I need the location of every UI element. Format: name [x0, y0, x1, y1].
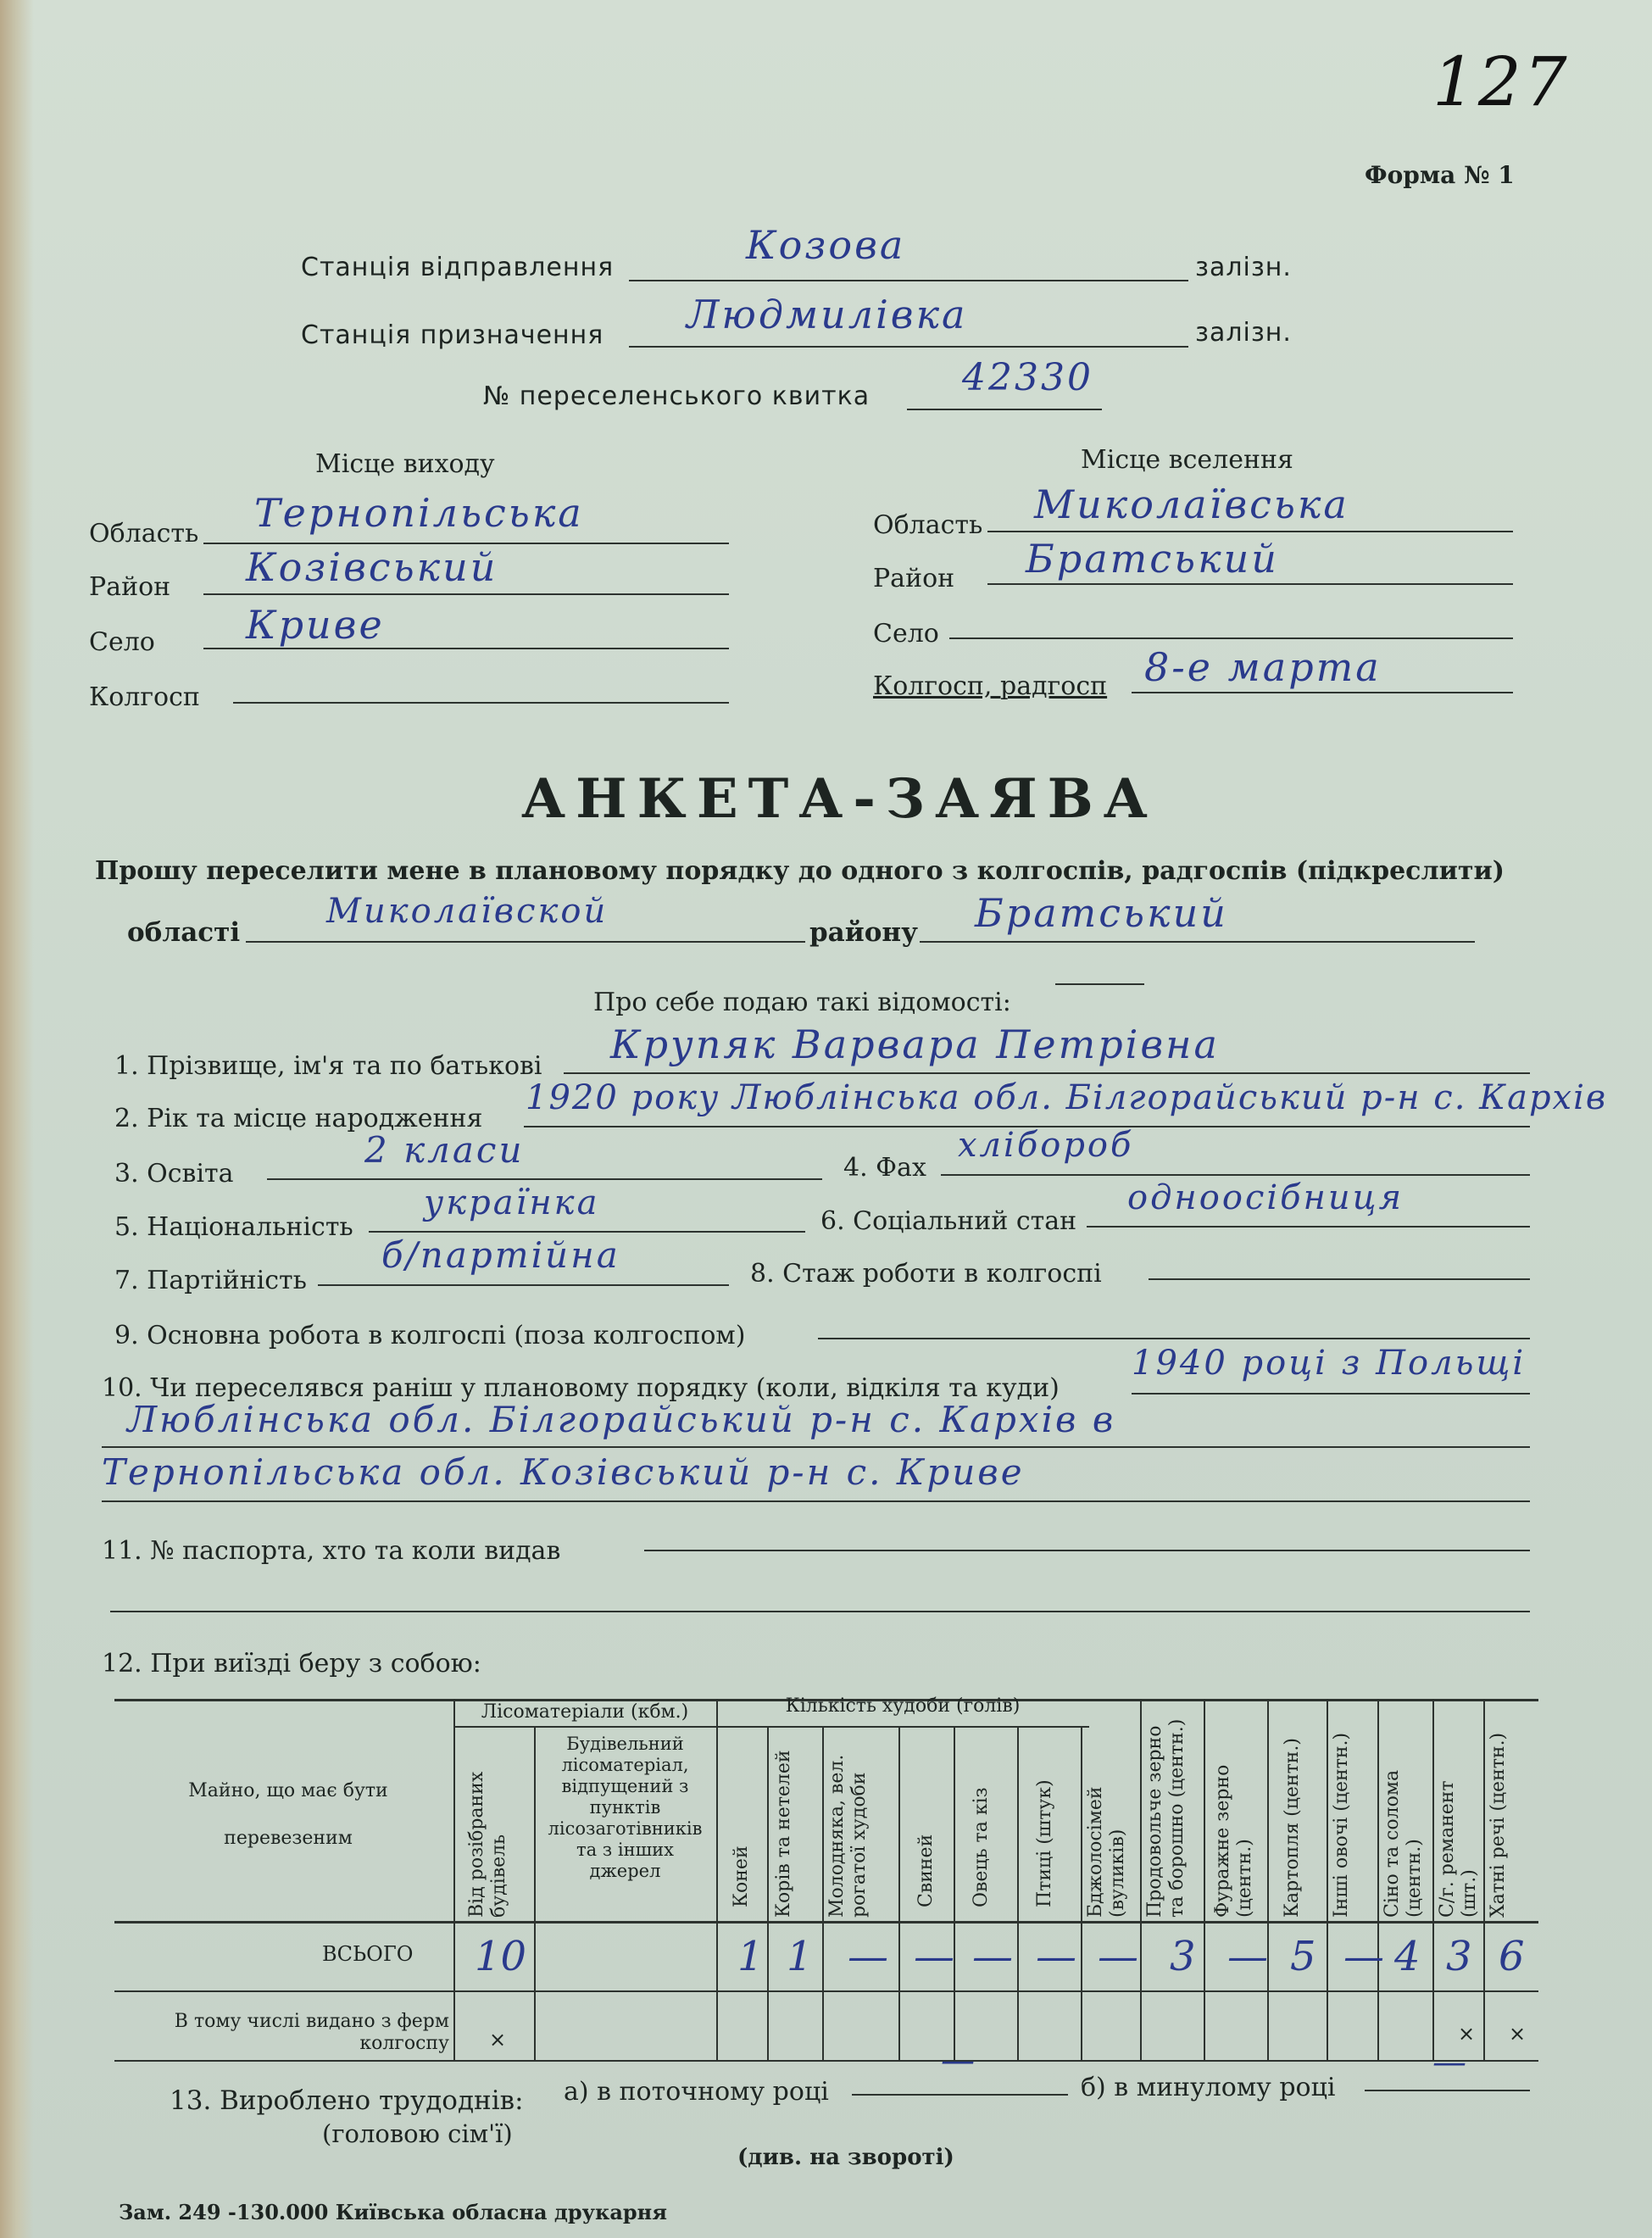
- column-header: Будівельний лісоматеріал, відпущений з пунктів лісозаготівників та з інших джерел: [548, 1734, 703, 1881]
- origin-raion-line: [203, 593, 729, 595]
- workdays-sub-label: (головою сім'ї): [322, 2119, 513, 2148]
- workdays-previous-label: б) в минулому році: [1081, 2073, 1336, 2102]
- ticket-label: № переселенського квитка: [483, 381, 870, 411]
- field-6-label: 6. Соціальний стан: [820, 1206, 1077, 1236]
- destination-oblast-label: Область: [873, 510, 983, 540]
- total-cell: —: [1098, 1933, 1138, 1980]
- field-7-label: 7. Партійність: [114, 1266, 307, 1295]
- field-3-value: 2 класи: [364, 1129, 525, 1171]
- total-cell: —: [914, 1933, 954, 1980]
- field-10-value-3: Тернопільська обл. Козівський р-н с. Криве: [102, 1451, 1025, 1493]
- field-7-line: [318, 1284, 729, 1286]
- arrival-label: Станція призначення: [301, 320, 604, 350]
- column-header: Фуражне зерно (центн.): [1212, 1764, 1255, 1918]
- field-10-value-2: Люблінська обл. Білгорайський р-н с. Кархів в: [127, 1399, 1116, 1440]
- column-header: Овець та кіз: [971, 1787, 992, 1907]
- field-5-value: українка: [424, 1183, 600, 1222]
- field-2-label: 2. Рік та місце народження: [114, 1104, 483, 1133]
- field-10-line-3: [102, 1500, 1530, 1502]
- document-title: АНКЕТА-ЗАЯВА: [521, 767, 1158, 831]
- column-header: Коней: [731, 1846, 752, 1907]
- page-number: 127: [1432, 42, 1570, 121]
- printer-imprint: Зам. 249 -130.000 Київська обласна друкарня: [119, 2200, 667, 2224]
- total-cell: —: [848, 1933, 888, 1980]
- request-oblast-line: [246, 941, 805, 943]
- farm-cell: ×: [489, 2028, 507, 2052]
- origin-kolhosp-label: Колгосп: [89, 682, 200, 712]
- destination-raion-line: [987, 583, 1513, 585]
- field-7-value: б/партійна: [381, 1234, 620, 1276]
- workdays-previous-line: [1365, 2090, 1530, 2091]
- destination-oblast-line: [987, 531, 1513, 532]
- workdays-current-label: а) в поточному році: [564, 2077, 829, 2107]
- total-cell: 3: [1170, 1933, 1196, 1980]
- total-cell: —: [1036, 1933, 1076, 1980]
- field-12-label: 12. При виїзді беру з собою:: [102, 1649, 481, 1678]
- field-4-value: хлібороб: [958, 1126, 1134, 1165]
- arrival-value: Людмилівка: [687, 292, 968, 337]
- field-11-line-2: [110, 1611, 1530, 1612]
- property-header: Майно, що має бути перевезеним: [188, 1780, 388, 1849]
- column-header: Хатні речі (центн.): [1488, 1732, 1509, 1918]
- destination-kolhosp-line: [1132, 692, 1513, 693]
- total-cell: —: [1343, 1933, 1384, 1980]
- origin-selo-line: [203, 648, 729, 649]
- field-6-line: [1087, 1226, 1530, 1228]
- destination-selo-line: [949, 637, 1513, 639]
- request-text: Прошу переселити мене в плановому порядку до одного з колгоспів, радгоспів (підкреслити): [95, 856, 1505, 886]
- total-cell: —: [1227, 1933, 1268, 1980]
- request-raion-label: району: [809, 917, 918, 948]
- request-oblast-value: Миколаївской: [326, 892, 609, 931]
- column-header: Птиці (штук): [1034, 1779, 1055, 1907]
- field-9-line: [818, 1338, 1530, 1339]
- arrival-rail: залізн.: [1195, 318, 1292, 348]
- destination-heading: Місце вселення: [1081, 445, 1293, 475]
- field-6-value: одноосібниця: [1127, 1178, 1404, 1217]
- field-2-value: 1920 року Люблінська обл. Білгорайський р-н с. Кархів: [526, 1078, 1608, 1117]
- field-1-line: [564, 1072, 1530, 1074]
- column-header: Від розібраних будівель: [466, 1771, 509, 1918]
- farm-cell: ×: [1509, 2022, 1527, 2046]
- total-cell: 1: [787, 1933, 813, 1980]
- request-raion-value: Братський: [975, 890, 1228, 936]
- field-10-label: 10. Чи переселявся раніш у плановому порядку (коли, відкіля та куди): [102, 1373, 1060, 1403]
- field-11-line-1: [644, 1550, 1530, 1551]
- ticket-line: [907, 409, 1102, 410]
- total-cell: 5: [1290, 1933, 1316, 1980]
- destination-selo-label: Село: [873, 619, 939, 649]
- field-3-line: [267, 1178, 822, 1180]
- field-5-line: [369, 1231, 805, 1233]
- column-header: Картопля (центн.): [1282, 1738, 1303, 1918]
- field-3-label: 3. Освіта: [114, 1159, 234, 1189]
- departure-value: Козова: [746, 222, 906, 268]
- farm-cell: ×: [1458, 2022, 1476, 2046]
- field-5-label: 5. Національність: [114, 1212, 353, 1242]
- field-8-line: [1149, 1278, 1530, 1280]
- departure-label: Станція відправлення: [301, 253, 615, 282]
- total-cell: 4: [1394, 1933, 1421, 1980]
- farm-row-label: В тому числі видано з ферм колгоспу: [174, 2011, 449, 2054]
- origin-kolhosp-line: [233, 702, 729, 704]
- origin-raion-label: Район: [89, 572, 171, 602]
- info-intro: Про себе подаю такі відомості:: [593, 988, 1011, 1017]
- departure-line: [629, 280, 1188, 281]
- field-1-label: 1. Прізвище, ім'я та по батькові: [114, 1051, 542, 1081]
- column-header: Молодняка, вел. рогатої худоби: [826, 1754, 870, 1918]
- field-10-value-1: 1940 році з Польщі: [1132, 1344, 1527, 1383]
- arrival-line: [629, 346, 1188, 348]
- total-cell: 1: [737, 1933, 764, 1980]
- field-8-label: 8. Стаж роботи в колгоспі: [750, 1259, 1102, 1289]
- column-header: С/г. реманент (шт.): [1437, 1780, 1480, 1918]
- request-raion-line: [920, 941, 1475, 943]
- field-10-line-2: [102, 1446, 1530, 1448]
- origin-raion-value: Козівський: [246, 544, 498, 590]
- field-11-label: 11. № паспорта, хто та коли видав: [102, 1536, 561, 1566]
- column-header: Бджолосімей (вуликів): [1085, 1786, 1128, 1918]
- total-cell: —: [972, 1933, 1013, 1980]
- origin-oblast-label: Область: [89, 519, 199, 548]
- total-row-label: ВСЬОГО: [322, 1942, 414, 1966]
- destination-raion-value: Братський: [1026, 536, 1279, 582]
- origin-selo-value: Криве: [246, 602, 385, 648]
- column-header: Сіно та солома (центн.): [1382, 1769, 1425, 1918]
- field-4-line: [941, 1174, 1530, 1176]
- workdays-previous-value: —: [1432, 2043, 1469, 2082]
- column-header: Продовольче зерно та борошно (центн.): [1144, 1718, 1188, 1918]
- column-header: Корів та нетелей: [773, 1750, 794, 1918]
- workdays-label: 13. Вироблено трудоднів:: [170, 2085, 524, 2116]
- origin-oblast-value: Тернопільська: [254, 490, 584, 536]
- departure-rail: залізн.: [1195, 253, 1292, 282]
- total-cell: 10: [475, 1933, 527, 1980]
- livestock-header: Кількість худоби (голів): [785, 1695, 1021, 1717]
- destination-oblast-value: Миколаївська: [1034, 482, 1349, 527]
- origin-heading: Місце виходу: [315, 449, 495, 479]
- request-oblast-label: області: [127, 917, 241, 948]
- destination-kolhosp-value: 8-е марта: [1144, 644, 1382, 690]
- field-9-label: 9. Основна робота в колгоспі (поза колгоспом): [114, 1321, 746, 1350]
- destination-raion-label: Район: [873, 564, 955, 593]
- field-1-value: Крупяк Варвара Петрівна: [610, 1022, 1220, 1067]
- info-intro-line: [1055, 983, 1144, 985]
- paper-edge-stain: [0, 0, 34, 2238]
- column-header: Інші овочі (центн.): [1331, 1732, 1352, 1918]
- workdays-current-value: —: [941, 2041, 977, 2080]
- field-4-label: 4. Фах: [843, 1153, 926, 1183]
- column-header: Свиней: [915, 1834, 937, 1907]
- destination-kolhosp-label: Колгосп, радгосп: [873, 671, 1108, 701]
- see-reverse-note: (див. на звороті): [737, 2145, 954, 2170]
- total-cell: 6: [1499, 1933, 1525, 1980]
- origin-selo-label: Село: [89, 627, 155, 657]
- timber-header: Лісоматеріали (кбм.): [481, 1701, 689, 1723]
- field-10-line-1: [1132, 1393, 1530, 1395]
- ticket-value: 42330: [962, 356, 1093, 399]
- form-label: Форма № 1: [1365, 161, 1515, 189]
- workdays-current-line: [852, 2094, 1068, 2096]
- total-cell: 3: [1446, 1933, 1472, 1980]
